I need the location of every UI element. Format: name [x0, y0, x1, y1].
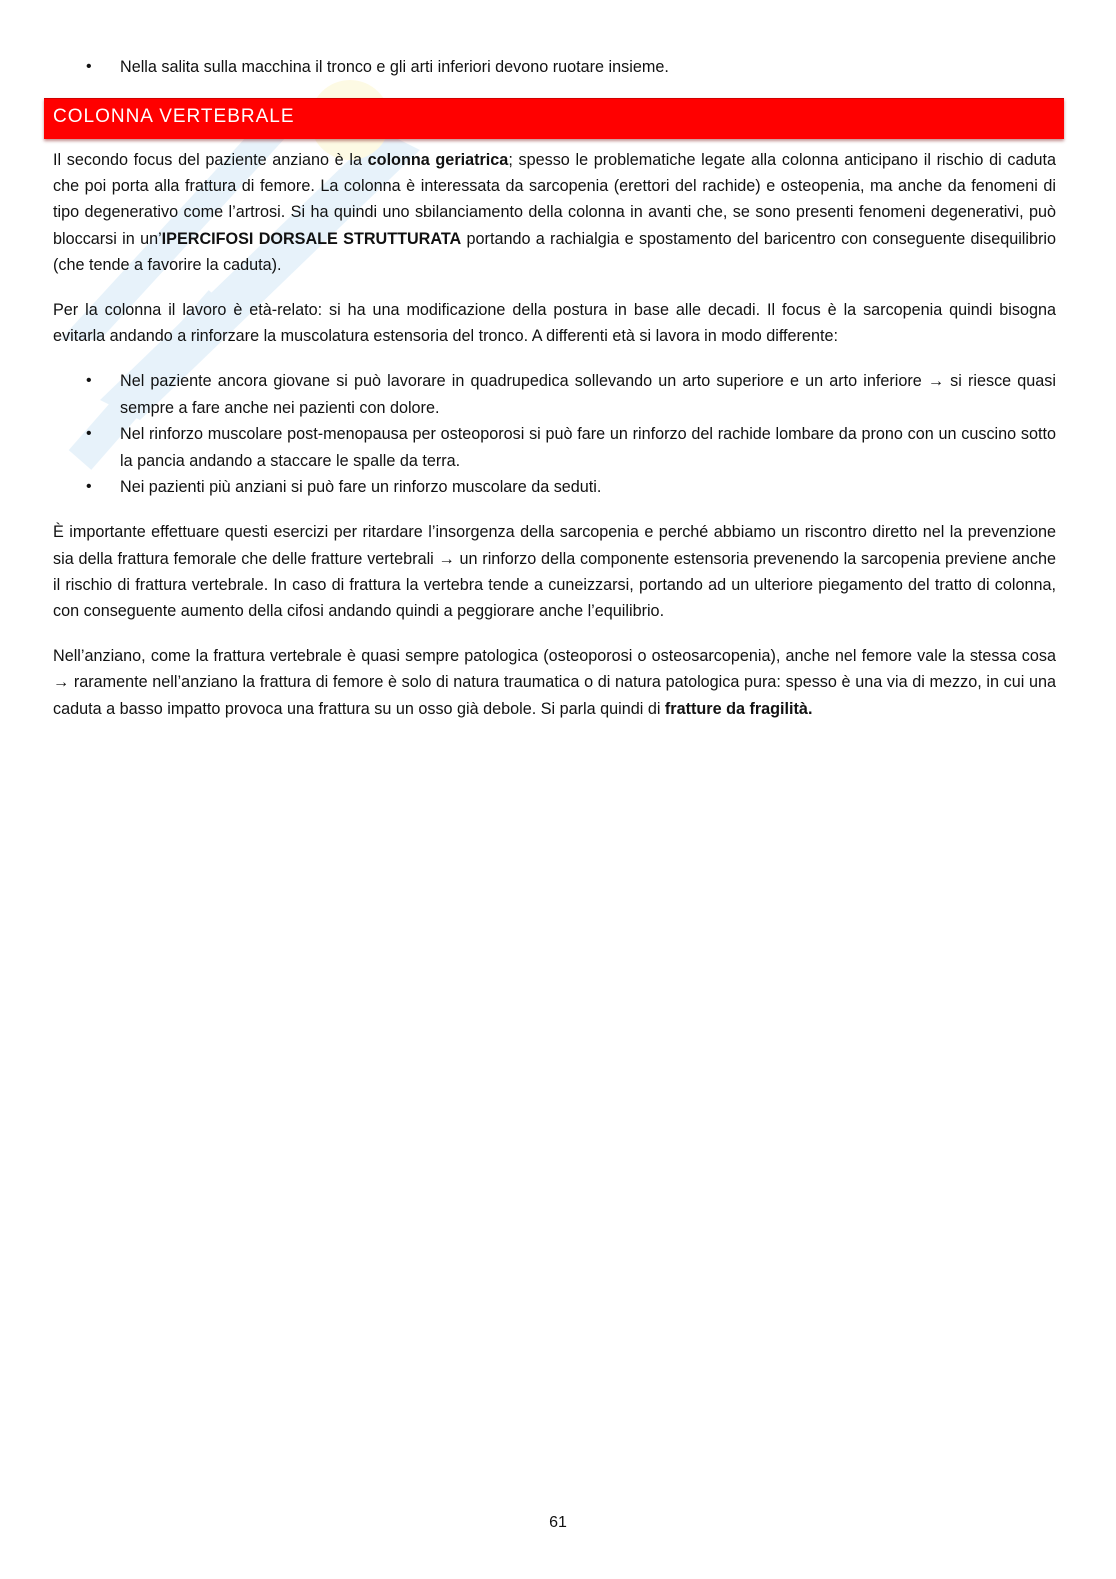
- bold-term: fratture da fragilità.: [664, 699, 813, 718]
- list-item-text: Nella salita sulla macchina il tronco e gli arti inferiori devono ruotare insieme.: [120, 58, 669, 76]
- top-bullet-list: [53, 54, 1056, 80]
- paragraph-text: Nell’anziano, come la frattura vertebrale è quasi sempre patologica (osteoporosi o osteosarcopenia), anche nel femore vale la stessa cosa → raramente nell’anziano la frattura di femore è solo di natura traumatica o di natura patologica pura: spesso è una via di mezzo, in cui una caduta a basso impatto provoca una frattura su un osso già debole. Si parla quindi di: [53, 647, 1056, 718]
- paragraph: È importante effettuare questi esercizi per ritardare l’insorgenza della sarcopenia e perché abbiamo un riscontro diretto nel la prevenzione sia della frattura femorale che delle fratture vertebrali → un rinforzo della componente estensoria prevenendo la sarcopenia previene anche il rischio di frattura vertebrale. In caso di frattura la vertebra tende a cuneizzarsi, portando ad un ulteriore piegamento del tratto di colonna, con conseguente aumento della cifosi andando quindi a peggiorare anche l’equilibrio.: [53, 523, 1056, 621]
- section-body: [53, 147, 1056, 741]
- paragraph: [53, 643, 1056, 722]
- paragraph: [53, 147, 1056, 278]
- section-header-bar: [44, 98, 1064, 139]
- bullet-icon: •: [86, 425, 92, 443]
- bullet-icon: •: [86, 478, 92, 496]
- list-item: [53, 54, 1056, 80]
- top-section: [53, 50, 1056, 80]
- age-exercise-list: [53, 368, 1056, 500]
- bold-term: colonna geriatrica: [367, 151, 509, 169]
- paragraph-text: Il secondo focus del paziente anziano è la: [53, 151, 368, 169]
- paragraph-text: ; spesso le problematiche legate alla colonna anticipano il rischio di caduta che poi porta alla frattura di femore. La colonna è interessata da sarcopenia (erettori del rachide) e osteopenia, ma anche da fenomeni di tipo degenerativo come l’artrosi. Si ha quindi uno sbilanciamento della colonna in avanti che, se sono presenti fenomeni degenerativi, può bloccarsi in un’: [53, 151, 1057, 248]
- bullet-icon: •: [86, 372, 92, 390]
- list-item-text: Nel rinforzo muscolare post-menopausa per osteoporosi si può fare un rinforzo del rachide lombare da prono con un cuscino sotto la pancia andando a staccare le spalle da terra.: [120, 425, 1056, 470]
- list-item: [53, 368, 1056, 421]
- bullet-icon: •: [86, 58, 92, 75]
- list-item-text: Nel paziente ancora giovane si può lavorare in quadrupedica sollevando un arto superiore e un arto inferiore → si riesce quasi sempre a fare anche nei pazienti con dolore.: [120, 372, 1056, 417]
- bold-term: IPERCIFOSI DORSALE STRUTTURATA: [161, 229, 462, 248]
- list-item-text: Nei pazienti più anziani si può fare un rinforzo muscolare da seduti.: [120, 478, 602, 497]
- list-item: [53, 421, 1056, 474]
- page-number: 61: [549, 1514, 567, 1531]
- paragraph-text: portando a rachialgia e spostamento del baricentro con conseguente disequilibrio (che tende a favorire la caduta).: [53, 229, 1056, 274]
- paragraph: Per la colonna il lavoro è età-relato: si ha una modificazione della postura in base alle decadi. Il focus è la sarcopenia quindi bisogna evitarla andando a rinforzare la muscolatura estensoria del tronco. A differenti età si lavora in modo differente:: [53, 301, 1056, 346]
- section-title: COLONNA VERTEBRALE: [53, 106, 295, 127]
- list-item: [53, 474, 1056, 500]
